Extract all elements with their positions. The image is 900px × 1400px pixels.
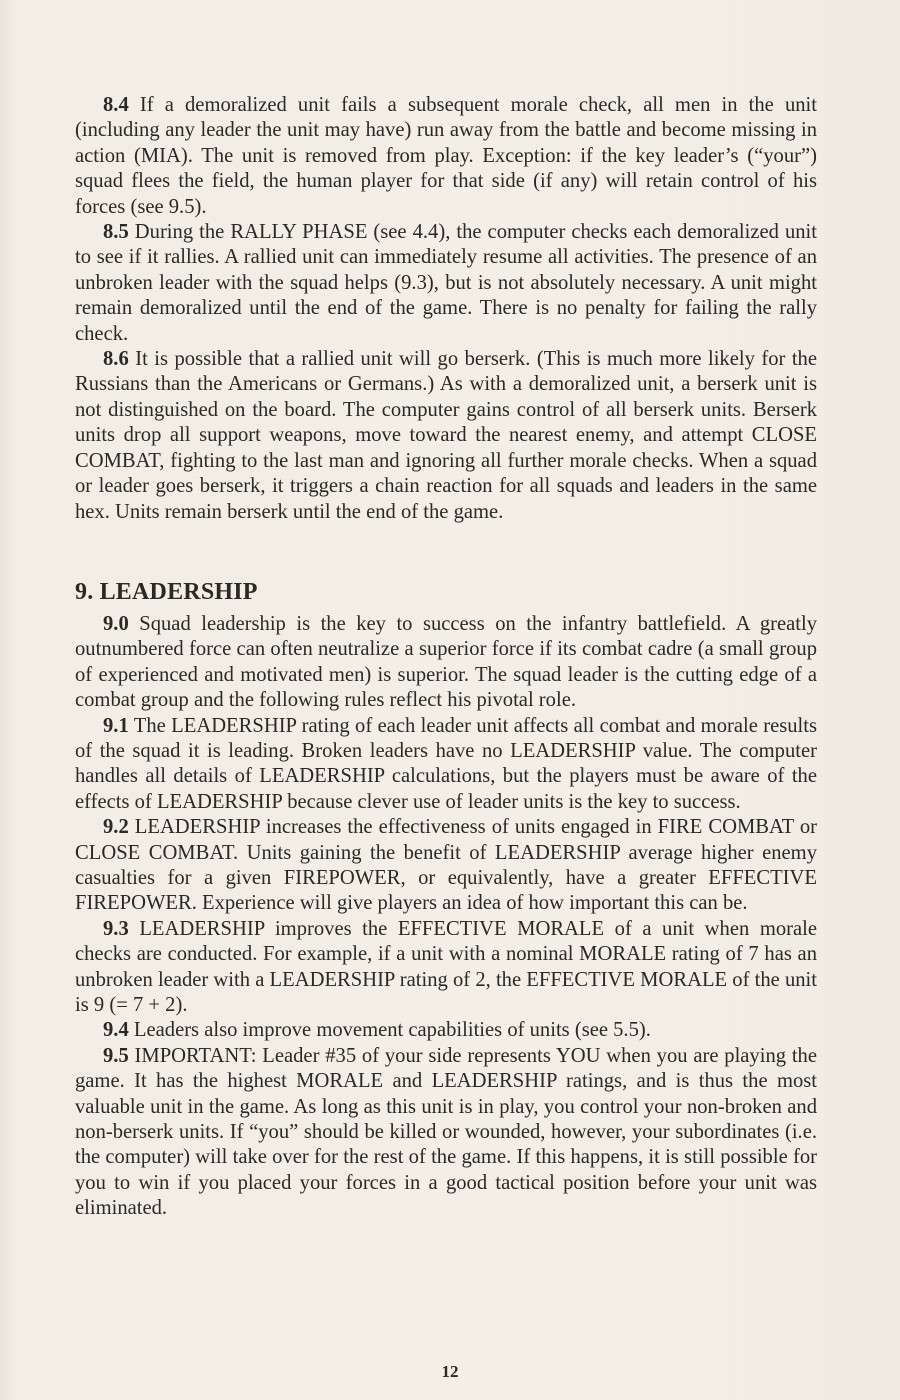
paragraph-9-5 — [75, 1044, 817, 1222]
paragraph-text: The LEADERSHIP rating of each leader unit affects all combat and morale results of the squad it is leading. Broken leaders have no LEADERSHIP value. The computer handles all details of LEADERSHIP calculations, but the players must be aware of the effects of LEADERSHIP because clever use of leader units is the key to success. — [75, 714, 818, 813]
paragraph-text: Squad leadership is the key to success on the infantry battlefield. A greatly outnumbered force can often neutralize a superior force if its combat cadre (a small group of experienced and motivated men) is superior. The squad leader is the cutting edge of a combat group and the following rules reflect his pivotal role. — [75, 612, 817, 712]
paragraph-number: 9.1 — [103, 714, 129, 737]
paragraph-text: Leaders also improve movement capabilities of units (see 5.5). — [133, 1019, 651, 1042]
page-number: 12 — [441, 1362, 459, 1381]
paragraph-number: 9.0 — [103, 612, 129, 635]
page-body — [75, 93, 817, 1222]
paragraph-9-3 — [75, 917, 817, 1019]
paragraph-text: LEADERSHIP improves the EFFECTIVE MORALE of a unit when morale checks are conducted. For example, if a unit with a nominal MORALE rating of 7 has an unbroken leader with a LEADERSHIP rating of 2, the EFFECTIVE MORALE of the unit is 9 (= 7 + 2). — [75, 917, 817, 1016]
paragraph-8-4 — [75, 93, 817, 220]
paragraph-text: IMPORTANT: Leader #35 of your side represents YOU when you are playing the game. It has the highest MORALE and LEADERSHIP ratings, and is thus the most valuable unit in the game. As long as this unit is in play, you control your non-broken and non-berserk units. If “you” should be killed or wounded, however, your subordinates (i.e. the computer) will take over for the rest of the game. If this happens, it is still possible for you to win if you placed your forces in a good tactical position before your unit was eliminated. — [75, 1044, 817, 1220]
paragraph-number: 9.3 — [103, 917, 129, 940]
paragraph-number: 8.6 — [103, 348, 129, 371]
paragraph-number: 9.2 — [103, 816, 129, 839]
paragraph-number: 8.5 — [103, 221, 129, 244]
paragraph-number: 8.4 — [103, 94, 129, 116]
section-heading-leadership: 9. LEADERSHIP — [75, 578, 258, 605]
paragraph-9-2 — [75, 815, 817, 917]
paragraph-9-0 — [75, 612, 817, 714]
paragraph-number: 9.5 — [103, 1044, 129, 1067]
paragraph-8-6 — [75, 347, 817, 525]
paragraph-text: It is possible that a rallied unit will go berserk. (This is much more likely for the Russians than the Americans or Germans.) As with a demoralized unit, a berserk unit is not distinguished on the board. The computer gains control of all berserk units. Berserk units drop all support weapons, move toward the nearest enemy, and attempt CLOSE COMBAT, fighting to the last man and ignoring all further morale checks. When a squad or leader goes berserk, it triggers a chain reaction for all squads and leaders in the same hex. Units remain berserk until the end of the game. — [75, 348, 817, 523]
paragraph-text: During the RALLY PHASE (see 4.4), the computer checks each demoralized unit to see if it rallies. A rallied unit can immediately resume all activities. The presence of an unbroken leader with the squad helps (9.3), but is not absolutely necessary. A unit might remain demoralized until the end of the game. There is no penalty for failing the rally check. — [75, 221, 817, 345]
paragraph-text: If a demoralized unit fails a subsequent morale check, all men in the unit (including any leader the unit may have) run away from the battle and become missing in action (MIA). The unit is removed from play. Exception: if the key leader’s (“your”) squad flees the field, the human player for that side (if any) will retain control of his forces (see 9.5). — [75, 94, 817, 218]
section-spacer — [75, 525, 817, 577]
paragraph-text: LEADERSHIP increases the effectiveness of units engaged in FIRE COMBAT or CLOSE COMBAT. Units gaining the benefit of LEADERSHIP average higher enemy casualties for a given FIREPOWER, or equivalently, have a greater EFFECTIVE FIREPOWER. Experience will give players an idea of how important this can be. — [75, 816, 817, 915]
paragraph-8-5 — [75, 220, 817, 347]
paragraph-number: 9.4 — [103, 1019, 129, 1042]
paragraph-9-4 — [75, 1018, 817, 1043]
paragraph-9-1 — [75, 714, 817, 816]
